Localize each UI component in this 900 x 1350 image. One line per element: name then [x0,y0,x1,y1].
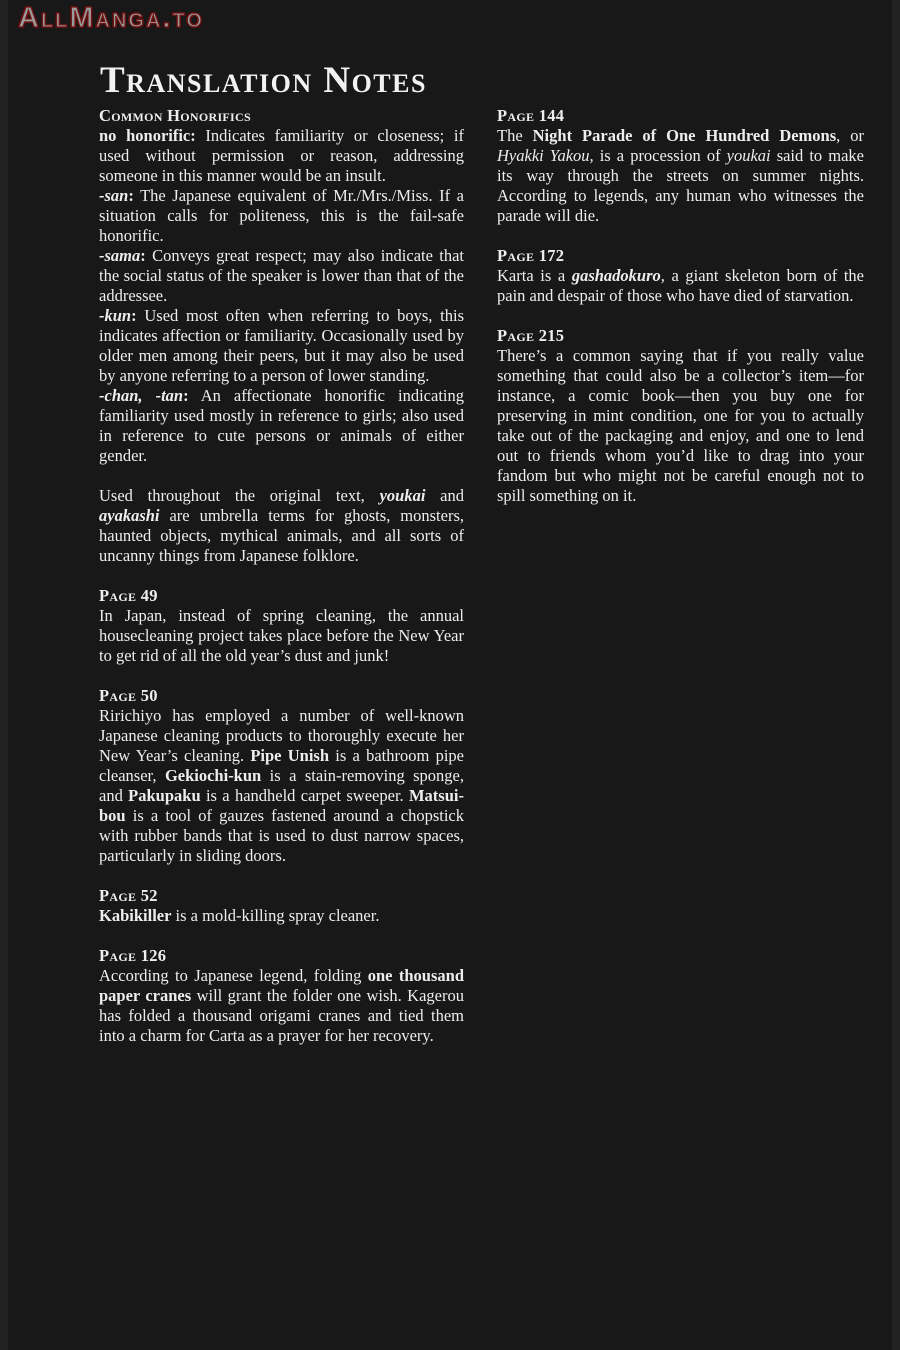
note-section [497,246,864,306]
text-segment: said to make its way through the streets on summer nights. According to legends, any human who witnesses the parade will die. [497,146,864,225]
paragraph [99,486,464,566]
text-segment: There’s a common saying that if you really value something that could also be a collector’s item—for instance, a comic book—then you buy one for preserving in mint condition, one for you to actually take out of the packaging and enjoy, and one to lend out to friends whom you’d like to drag into your fandom but who might not be careful enough not to spill something on it. [497,346,864,505]
text-segment: : [131,306,137,325]
text-segment: The Japanese equivalent of Mr./Mrs./Miss. If a situation calls for politeness, this is the fail-safe honorific. [99,186,464,245]
text-segment: , a giant skeleton born of the pain and despair of those who have died of starvation. [497,266,864,305]
text-segment: Gekiochi-kun [164,766,262,785]
note-section [99,586,464,666]
text-segment: Night Parade of One Hundred Demons [532,126,837,145]
paragraph [99,186,464,246]
text-segment: An affectionate honorific indicating familiarity used mostly in reference to girls; also used in reference to cute persons or animals of either gender. [99,386,464,465]
text-segment: Used most often when referring to boys, this indicates affection or familiarity. Occasionally used by older men among their peers, but it may also be used by anyone referring to a person of lower standing. [99,306,464,385]
text-segment: According to Japanese legend, folding [99,966,368,985]
text-segment: is a tool of gauzes fastened around a chopstick with rubber bands that is used to dust narrow spaces, particularly in sliding doors. [99,806,464,865]
paragraph [99,126,464,186]
section-heading: Page 144 [497,106,565,125]
text-segment: , or [836,126,865,145]
text-segment: Indicates familiarity or closeness; if used without permission or reason, addressing someone in this manner would be an insult. [99,126,464,185]
notes-column-left [99,106,464,1046]
text-segment: -kun [99,306,132,325]
text-segment: : [128,186,134,205]
text-segment: is a handheld carpet sweeper. [200,786,409,805]
text-segment: Used throughout the original text, [99,486,380,505]
text-segment: youkai [379,486,426,505]
translation-notes-page [8,0,892,1350]
text-segment: Conveys great respect; may also indicate that the social status of the speaker is lower than that of the addressee. [99,246,464,305]
section-heading: Page 126 [99,946,167,965]
paragraph [497,126,864,226]
note-section [497,106,864,226]
section-heading: Page 215 [497,326,565,345]
text-segment: -san [99,186,129,205]
section-heading: Page 52 [99,886,158,905]
text-segment: -sama [99,246,141,265]
paragraph [99,906,464,926]
page-title: Translation Notes [100,59,427,101]
text-segment: In Japan, instead of spring cleaning, the annual housecleaning project takes place before the New Year to get rid of all the old year’s dust and junk! [99,606,464,665]
text-segment: will grant the folder one wish. Kagerou has folded a thousand origami cranes and tied them into a charm for Carta as a prayer for her recovery. [99,986,464,1045]
note-section [99,686,464,866]
notes-column-right [497,106,864,506]
paragraph [99,606,464,666]
text-segment: is a stain-removing sponge, and [99,766,464,805]
paragraph [99,706,464,866]
site-watermark-logo: AllManga.to [18,2,204,34]
text-segment: : [140,246,146,265]
paragraph [99,966,464,1046]
text-segment: Kabikiller [99,906,172,925]
text-segment: -chan, -tan [99,386,184,405]
section-heading: Page 49 [99,586,158,605]
text-segment: Matsui-bou [99,786,464,825]
paragraph [99,306,464,386]
note-section [99,886,464,926]
text-segment: Ririchiyo has employed a number of well-known Japanese cleaning products to thoroughly execute her New Year’s cleaning. [99,706,464,765]
text-segment: : [183,386,189,405]
note-section [99,946,464,1046]
text-segment: Karta is a [497,266,572,285]
paragraph [99,386,464,466]
paragraph [497,346,864,506]
text-segment: The [497,126,533,145]
text-segment: gashadokuro [571,266,661,285]
text-segment: is a mold-killing spray cleaner. [171,906,380,925]
text-segment: youkai [726,146,771,165]
text-segment: no honorific: [99,126,196,145]
text-segment: Pipe Unish [250,746,330,765]
note-section [99,106,464,566]
text-segment: ayakashi [99,506,160,525]
text-segment: , is a procession of [589,146,727,165]
text-segment: Hyakki Yakou [497,146,590,165]
paragraph [497,266,864,306]
text-segment: is a bathroom pipe cleanser, [99,746,464,785]
text-segment: one thousand paper cranes [99,966,464,1005]
note-section [497,326,864,506]
section-heading: Page 172 [497,246,565,265]
section-heading: Common Honorifics [99,106,251,125]
text-segment: are umbrella terms for ghosts, monsters, haunted objects, mythical animals, and all sorts of uncanny things from Japanese folklore. [99,506,464,565]
section-heading: Page 50 [99,686,158,705]
text-segment: and [425,486,465,505]
text-segment: Pakupaku [128,786,201,805]
paragraph [99,246,464,306]
